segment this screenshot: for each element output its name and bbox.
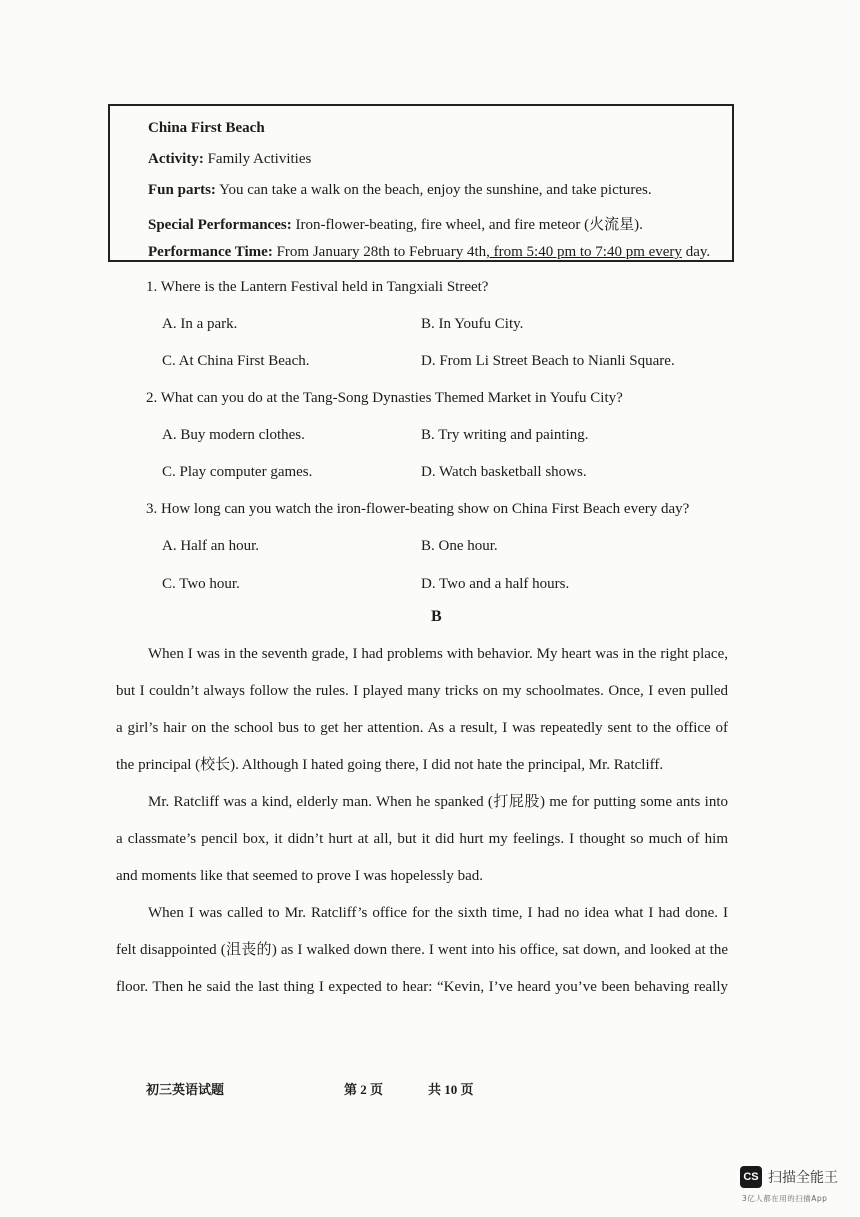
- question-2: 2. What can you do at the Tang-Song Dynasties Themed Market in Youfu City?: [146, 390, 623, 406]
- passage-line: and moments like that seemed to prove I was hopelessly bad.: [116, 868, 483, 884]
- q1-option-c: C. At China First Beach.: [162, 353, 310, 369]
- q3-option-d: D. Two and a half hours.: [421, 576, 570, 592]
- footer-total-pages: 共 10 页: [428, 1082, 474, 1097]
- passage-line: floor. Then he said the last thing I expected to hear: “Kevin, I’ve heard you’ve been behaving really: [116, 979, 728, 995]
- q1-option-a: A. In a park.: [162, 316, 238, 332]
- q3-option-a: A. Half an hour.: [162, 538, 260, 554]
- q1-option-b: B. In Youfu City.: [421, 316, 524, 332]
- passage-line: When I was called to Mr. Ratcliff’s office for the sixth time, I had no idea what I had done. I: [148, 905, 728, 921]
- q2-option-d: D. Watch basketball shows.: [421, 464, 587, 480]
- passage-line: the principal (校长). Although I hated going there, I did not hate the principal, Mr. Ratcliff.: [116, 757, 664, 773]
- footer-page-number: 第 2 页: [344, 1082, 384, 1097]
- info-box: [108, 104, 734, 262]
- q3-option-c: C. Two hour.: [162, 576, 240, 592]
- passage-line: but I couldn’t always follow the rules. I played many tricks on my schoolmates. Once, I even pulled: [116, 683, 728, 699]
- q2-option-b: B. Try writing and painting.: [421, 427, 589, 443]
- passage-line: When I was in the seventh grade, I had problems with behavior. My heart was in the right place,: [148, 646, 728, 662]
- passage-line: a classmate’s pencil box, it didn’t hurt at all, but it did hurt my feelings. I thought so much of him: [116, 831, 728, 847]
- q2-option-c: C. Play computer games.: [162, 464, 313, 480]
- camscanner-logo-icon: CS: [740, 1166, 762, 1188]
- passage-line: Mr. Ratcliff was a kind, elderly man. When he spanked (打屁股) me for putting some ants into: [148, 794, 728, 810]
- info-title: China First Beach: [148, 120, 265, 136]
- info-activity: Activity: Family Activities: [148, 151, 312, 167]
- q1-option-d: D. From Li Street Beach to Nianli Square.: [421, 353, 675, 369]
- info-fun-parts: Fun parts: You can take a walk on the beach, enjoy the sunshine, and take pictures.: [148, 182, 652, 198]
- watermark-app-name: 扫描全能王: [768, 1170, 838, 1186]
- passage-line: felt disappointed (沮丧的) as I walked down there. I went into his office, sat down, and looked at the: [116, 942, 728, 958]
- scanner-watermark: [740, 1166, 844, 1208]
- q3-option-b: B. One hour.: [421, 538, 498, 554]
- section-b-heading: B: [431, 608, 442, 625]
- passage-paragraph-3: [116, 895, 728, 1006]
- footer-subject: 初三英语试题: [146, 1082, 225, 1097]
- question-3: 3. How long can you watch the iron-flower-beating show on China First Beach every day?: [146, 501, 690, 517]
- q2-option-a: A. Buy modern clothes.: [162, 427, 305, 443]
- watermark-tagline: 3亿人都在用的扫描App: [742, 1194, 828, 1203]
- info-special-performances: Special Performances: Iron-flower-beating, fire wheel, and fire meteor (火流星).: [148, 217, 643, 233]
- passage-paragraph-1: [116, 636, 728, 784]
- passage-paragraph-2: [116, 784, 728, 895]
- passage-line: a girl’s hair on the school bus to get her attention. As a result, I was repeatedly sent to the office of: [116, 720, 728, 736]
- info-performance-time: Performance Time: From January 28th to February 4th, from 5:40 pm to 7:40 pm every day.: [148, 244, 711, 260]
- question-1: 1. Where is the Lantern Festival held in Tangxiali Street?: [146, 279, 489, 295]
